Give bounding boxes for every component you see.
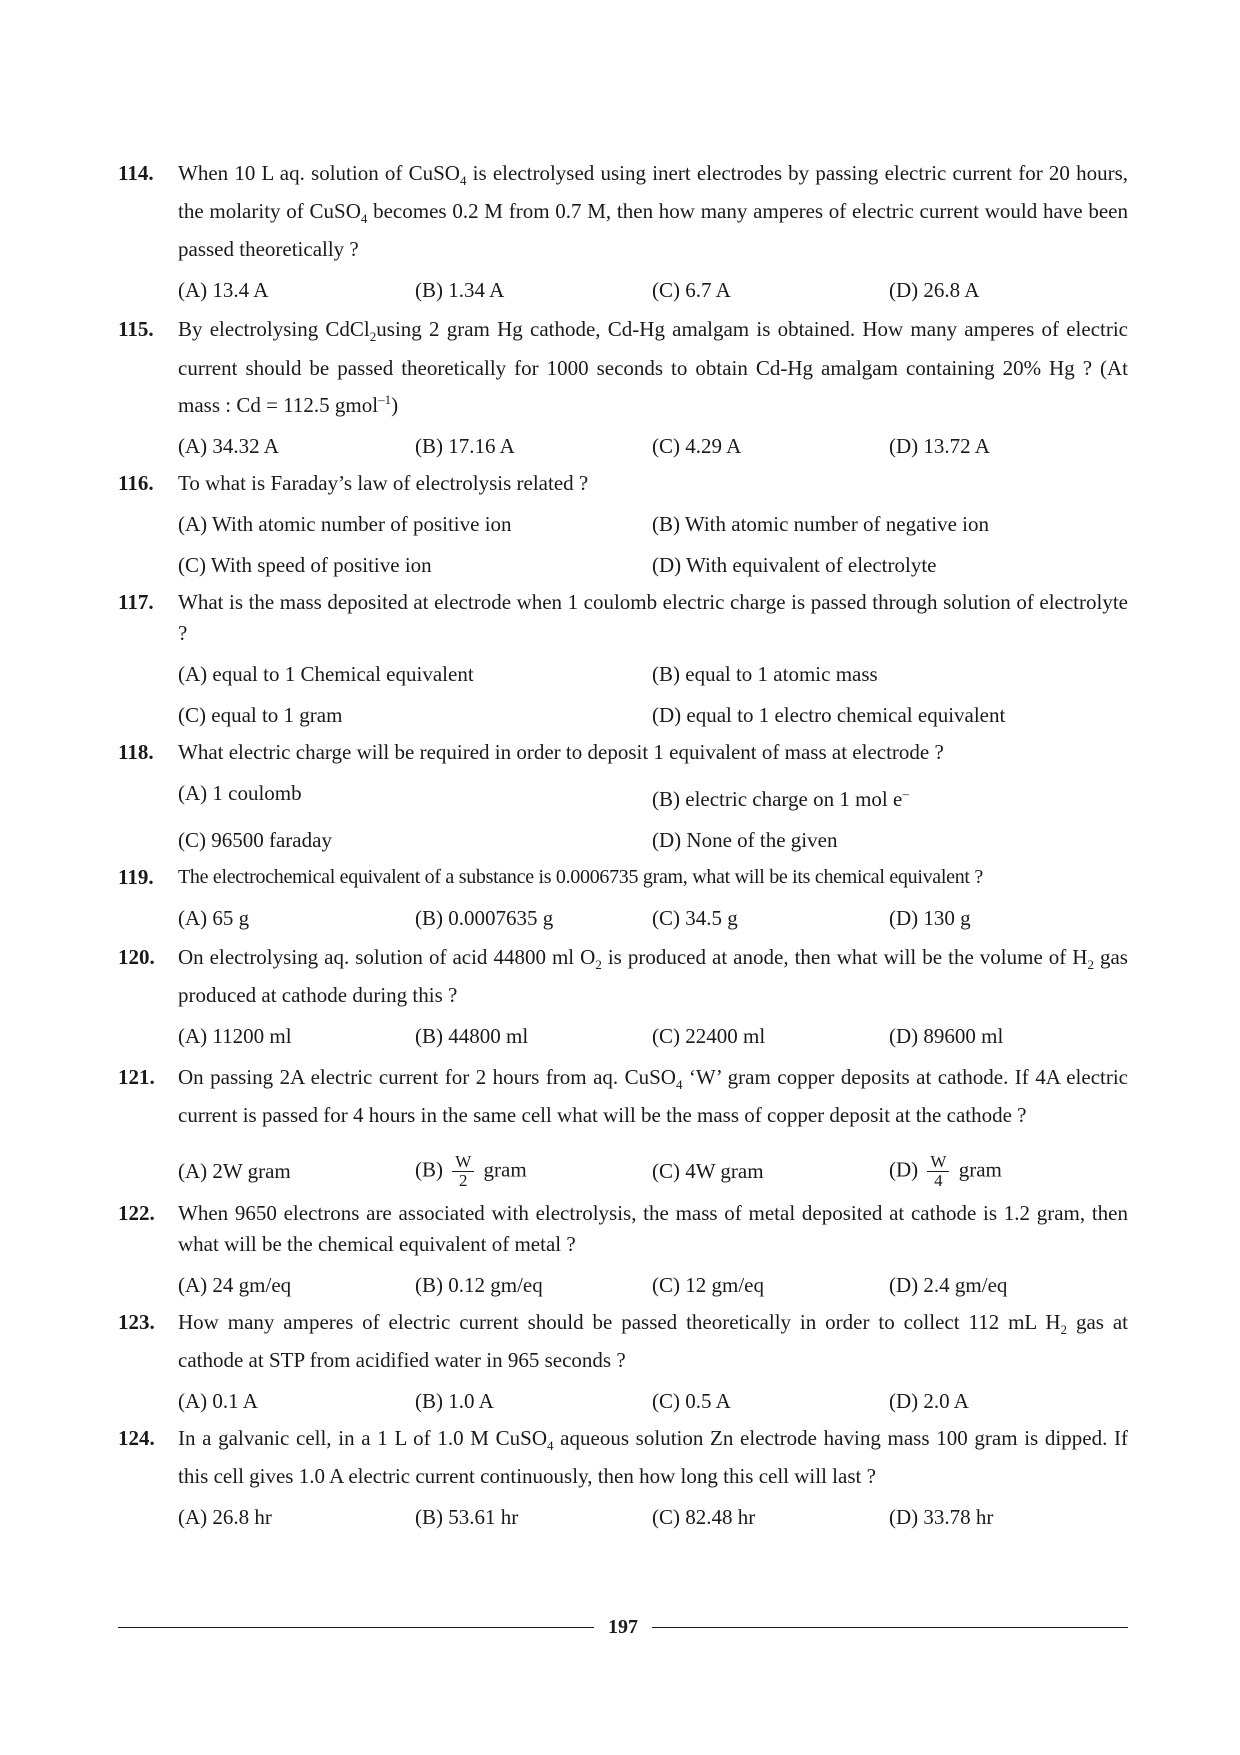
question-number: 118. <box>118 739 154 764</box>
question-number: 120. <box>118 944 155 969</box>
question-text: What is the mass deposited at electrode when 1 coulomb electric charge is passed through solution of electrolyte ? <box>178 589 1128 645</box>
options <box>178 778 1128 866</box>
question-number: 124. <box>118 1426 155 1451</box>
option-b: (B) 1.34 A <box>415 278 505 303</box>
option-d: (D) 13.72 A <box>889 433 990 458</box>
options <box>178 1270 1128 1301</box>
options <box>178 509 1128 591</box>
option-b: (B) $\frac{W}{2}$ gram <box>415 1151 527 1190</box>
option-a: (A) 65 g <box>178 905 250 930</box>
question-text: When 9650 electrons are associated with electrolysis, the mass of metal deposited at cathode is 1.2 gram, then what will be the chemical equivalent of metal ? <box>178 1200 1128 1256</box>
option-c: (C) 34.5 g <box>652 905 738 930</box>
option-d: (D) 33.78 hr <box>889 1505 994 1530</box>
question-number: 114. <box>118 161 154 185</box>
options <box>178 903 1128 934</box>
option-a: (A) 1 coulomb <box>178 780 302 805</box>
option-b: (B) electric charge on 1 mol e– <box>652 785 909 811</box>
option-a: (A) equal to 1 Chemical equivalent <box>178 661 474 686</box>
question-119 <box>118 862 1128 934</box>
option-b: (B) 1.0 A <box>415 1389 494 1414</box>
option-b: (B) 0.0007635 g <box>415 905 554 930</box>
options <box>178 275 1128 306</box>
options <box>178 1502 1128 1533</box>
question-text: In a galvanic cell, in a 1 L of 1.0 M CuSO$_4$ aqueous solution Zn electrode having mass 100 gram is dipped. If this cell gives 1.0 A electric current continuously, then how long this cell will last ? <box>178 1426 1128 1489</box>
option-b: (B) 17.16 A <box>415 433 515 458</box>
option-c: (C) equal to 1 gram <box>178 702 343 727</box>
options <box>178 1021 1128 1052</box>
option-d: (D) 26.8 A <box>889 278 980 303</box>
question-text: To what is Faraday’s law of electrolysis related ? <box>178 470 589 495</box>
page-footer <box>118 1612 1128 1642</box>
question-text: When 10 L aq. solution of CuSO$_4$ is electrolysed using inert electrodes by passing electric current for 20 hours, the molarity of CuSO$_4$ becomes 0.2 M from 0.7 M, then how many amperes of electric current would have been passed theoretically ? <box>178 161 1129 262</box>
question-116 <box>118 468 1128 591</box>
options <box>178 1153 1128 1190</box>
question-text: What electric charge will be required in order to deposit 1 equivalent of mass at electrode ? <box>178 739 944 764</box>
question-number: 117. <box>118 589 154 614</box>
question-number: 119. <box>118 864 154 889</box>
option-d: (D) 89600 ml <box>889 1023 1004 1048</box>
question-115 <box>118 314 1128 461</box>
options <box>178 1386 1128 1417</box>
question-number: 116. <box>118 470 154 495</box>
option-d: (D) With equivalent of electrolyte <box>652 552 937 577</box>
option-d: (D) 2.4 gm/eq <box>889 1272 1008 1297</box>
option-d: (D) $\frac{W}{4}$ gram <box>889 1151 1002 1190</box>
question-text: On passing 2A electric current for 2 hours from aq. CuSO$_4$ ‘W’ gram copper deposits at cathode. If 4A electric current is passed for 4 hours in the same cell what will be the mass of copper deposit at the cathode ? <box>178 1064 1128 1127</box>
question-123 <box>118 1307 1128 1417</box>
question-122 <box>118 1198 1128 1301</box>
option-a: (A) 13.4 A <box>178 278 269 303</box>
option-d: (D) None of the given <box>652 827 838 852</box>
option-c: (C) 0.5 A <box>652 1389 731 1414</box>
footer-rule-left <box>118 1627 594 1628</box>
question-114 <box>118 158 1128 306</box>
option-a: (A) 26.8 hr <box>178 1505 272 1530</box>
option-c: (C) With speed of positive ion <box>178 552 432 577</box>
option-a: (A) 34.32 A <box>178 433 279 458</box>
question-number: 122. <box>118 1200 155 1225</box>
option-d: (D) equal to 1 electro chemical equivalent <box>652 702 1006 727</box>
option-c: (C) 96500 faraday <box>178 827 332 852</box>
footer-rule-right <box>652 1627 1128 1628</box>
question-117 <box>118 587 1128 741</box>
option-c: (C) 6.7 A <box>652 278 731 303</box>
option-d: (D) 130 g <box>889 905 971 930</box>
option-b: (B) 44800 ml <box>415 1023 529 1048</box>
option-c: (C) 22400 ml <box>652 1023 766 1048</box>
option-b: (B) With atomic number of negative ion <box>652 511 990 536</box>
option-c: (C) 4.29 A <box>652 433 742 458</box>
options <box>178 431 1128 462</box>
page-number: 197 <box>608 1615 638 1638</box>
question-121 <box>118 1062 1128 1190</box>
option-b: (B) equal to 1 atomic mass <box>652 661 878 686</box>
question-number: 123. <box>118 1309 155 1334</box>
option-c: (C) 4W gram <box>652 1158 764 1183</box>
question-124 <box>118 1423 1128 1533</box>
question-text: The electrochemical equivalent of a substance is 0.0006735 gram, what will be its chemical equivalent ? <box>178 865 983 888</box>
option-b: (B) 0.12 gm/eq <box>415 1272 543 1297</box>
fraction-w-over-4: $\frac{W}{4}$ <box>927 1153 949 1190</box>
question-118 <box>118 737 1128 866</box>
option-b: (B) 53.61 hr <box>415 1505 519 1530</box>
option-a: (A) 11200 ml <box>178 1023 292 1048</box>
option-c: (C) 12 gm/eq <box>652 1272 764 1297</box>
question-page <box>118 158 1128 1533</box>
question-text: How many amperes of electric current should be passed theoretically in order to collect 112 mL $H_2$ gas at cathode at STP from acidified water in 965 seconds ? <box>178 1309 1128 1373</box>
options <box>178 659 1128 741</box>
question-text: By electrolysing CdCl$_2$using 2 gram Hg cathode, Cd-Hg amalgam is obtained. How many amperes of electric current should be passed theoretically for 1000 seconds to obtain Cd-Hg amalgam containing 20% Hg ? (At mass : Cd = 112.5 gmol$^{-1}$) <box>178 317 1128 417</box>
option-a: (A) 2W gram <box>178 1158 291 1183</box>
question-number: 115. <box>118 317 154 342</box>
option-c: (C) 82.48 hr <box>652 1505 756 1530</box>
option-a: (A) With atomic number of positive ion <box>178 511 512 536</box>
fraction-w-over-2: $\frac{W}{2}$ <box>452 1153 474 1190</box>
question-number: 121. <box>118 1064 155 1089</box>
option-a: (A) 24 gm/eq <box>178 1272 292 1297</box>
question-120 <box>118 942 1128 1052</box>
question-text: On electrolysing aq. solution of acid 44800 ml $O_2$ is produced at anode, then what will be the volume of $H_2$ gas produced at cathode during this ? <box>178 944 1128 1007</box>
option-d: (D) 2.0 A <box>889 1389 969 1414</box>
option-a: (A) 0.1 A <box>178 1389 258 1414</box>
